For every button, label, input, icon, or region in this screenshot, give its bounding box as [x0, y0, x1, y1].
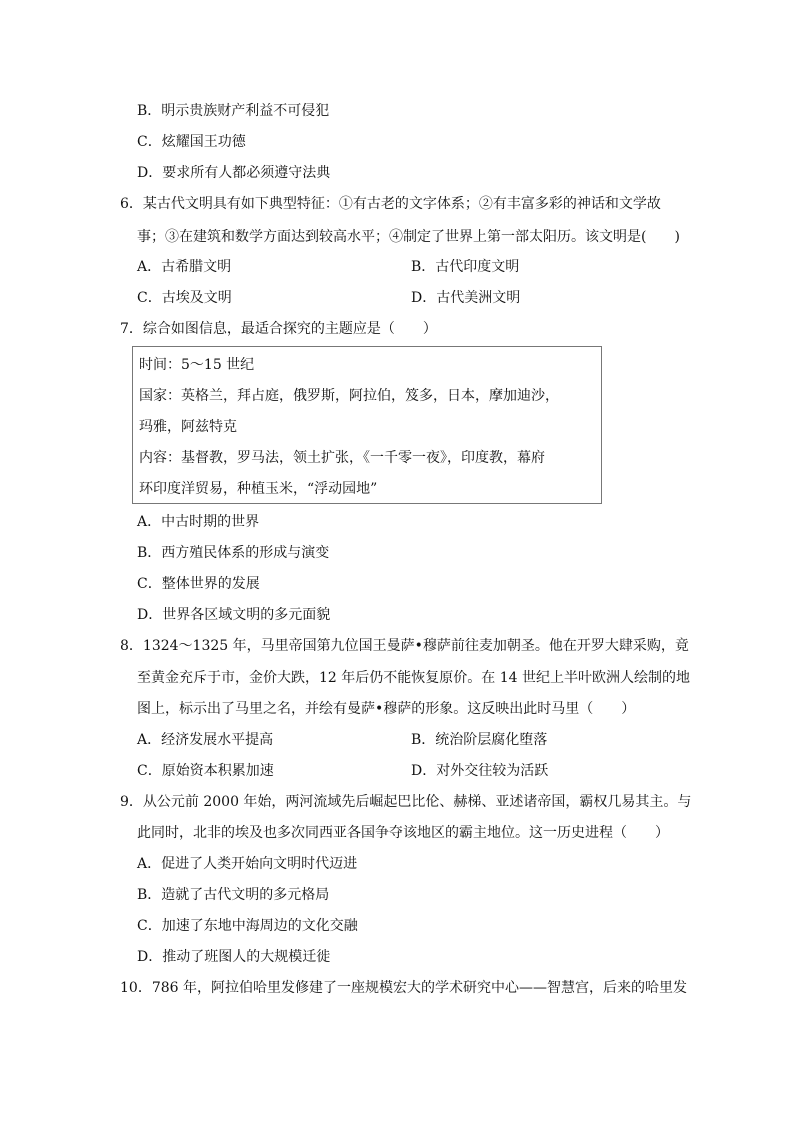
q7-box-time: 时间：5～15 世纪 — [139, 357, 255, 373]
q8-option-c: C．原始资本积累加速 — [137, 763, 274, 779]
q7-box-countries: 国家：英格兰，拜占庭，俄罗斯，阿拉伯，笈多，日本，摩加迪沙， — [139, 388, 559, 404]
q9-stem-line2: 此同时，北非的埃及也多次同西亚各国争夺该地区的霸主地位。这一历史进程（ ） — [137, 825, 669, 841]
q9-stem-line1: 9．从公元前 2000 年始，两河流域先后崛起巴比伦、赫梯、亚述诸帝国，霸权几易其主。与 — [120, 794, 692, 810]
q8-option-b: B．统治阶层腐化堕落 — [411, 732, 548, 748]
q6-option-c: C．古埃及文明 — [137, 290, 232, 306]
q9-option-a: A．促进了人类开始向文明时代迈进 — [137, 856, 358, 872]
q9-option-c: C．加速了东地中海周边的文化交融 — [137, 918, 358, 934]
q7-option-d: D．世界各区域文明的多元面貌 — [137, 607, 331, 623]
q7-box-content-cont: 环印度洋贸易，种植玉米，“浮动园地” — [139, 481, 378, 497]
q6-option-b: B．古代印度文明 — [411, 259, 520, 275]
q5-option-c: C．炫耀国王功德 — [137, 134, 246, 150]
q6-stem-line1: 6．某古代文明具有如下典型特征：①有古老的文字体系；②有丰富多彩的神话和文学故 — [120, 196, 661, 212]
q7-option-c: C．整体世界的发展 — [137, 576, 260, 592]
q7-info-box — [132, 346, 602, 504]
q7-option-a: A．中古时期的世界 — [137, 514, 260, 530]
q7-option-b: B．西方殖民体系的形成与演变 — [137, 545, 330, 561]
q5-option-b: B．明示贵族财产利益不可侵犯 — [137, 103, 330, 119]
q6-option-a: A．古希腊文明 — [137, 259, 232, 275]
q9-option-d: D．推动了班图人的大规模迁徙 — [137, 949, 331, 965]
q8-option-a: A．经济发展水平提高 — [137, 732, 274, 748]
q6-stem-line2: 事；③在建筑和数学方面达到较高水平；④制定了世界上第一部太阳历。该文明是( ) — [137, 229, 680, 245]
q8-stem-line1: 8．1324～1325 年，马里帝国第九位国王曼萨•穆萨前往麦加朝圣。他在开罗大肆采购，竟 — [120, 638, 689, 654]
q6-option-d: D．古代美洲文明 — [411, 290, 521, 306]
q7-box-content: 内容：基督教，罗马法，领土扩张，《一千零一夜》，印度教，幕府 — [139, 450, 545, 466]
q9-option-b: B．造就了古代文明的多元格局 — [137, 887, 330, 903]
q8-option-d: D．对外交往较为活跃 — [411, 763, 549, 779]
q7-stem: 7．综合如图信息，最适合探究的主题应是（ ） — [120, 321, 437, 337]
q8-stem-line3: 图上，标示出了马里之名，并绘有曼萨•穆萨的形象。这反映出此时马里（ ） — [137, 701, 636, 717]
q7-box-countries-cont: 玛雅，阿兹特克 — [139, 419, 237, 435]
q8-stem-line2: 至黄金充斥于市，金价大跌，12 年后仍不能恢复原价。在 14 世纪上半叶欧洲人绘制的地 — [137, 670, 690, 686]
q10-stem-line1: 10．786 年，阿拉伯哈里发修建了一座规模宏大的学术研究中心——智慧宫，后来的哈里发 — [120, 980, 687, 996]
q5-option-d: D．要求所有人都必须遵守法典 — [137, 165, 331, 181]
